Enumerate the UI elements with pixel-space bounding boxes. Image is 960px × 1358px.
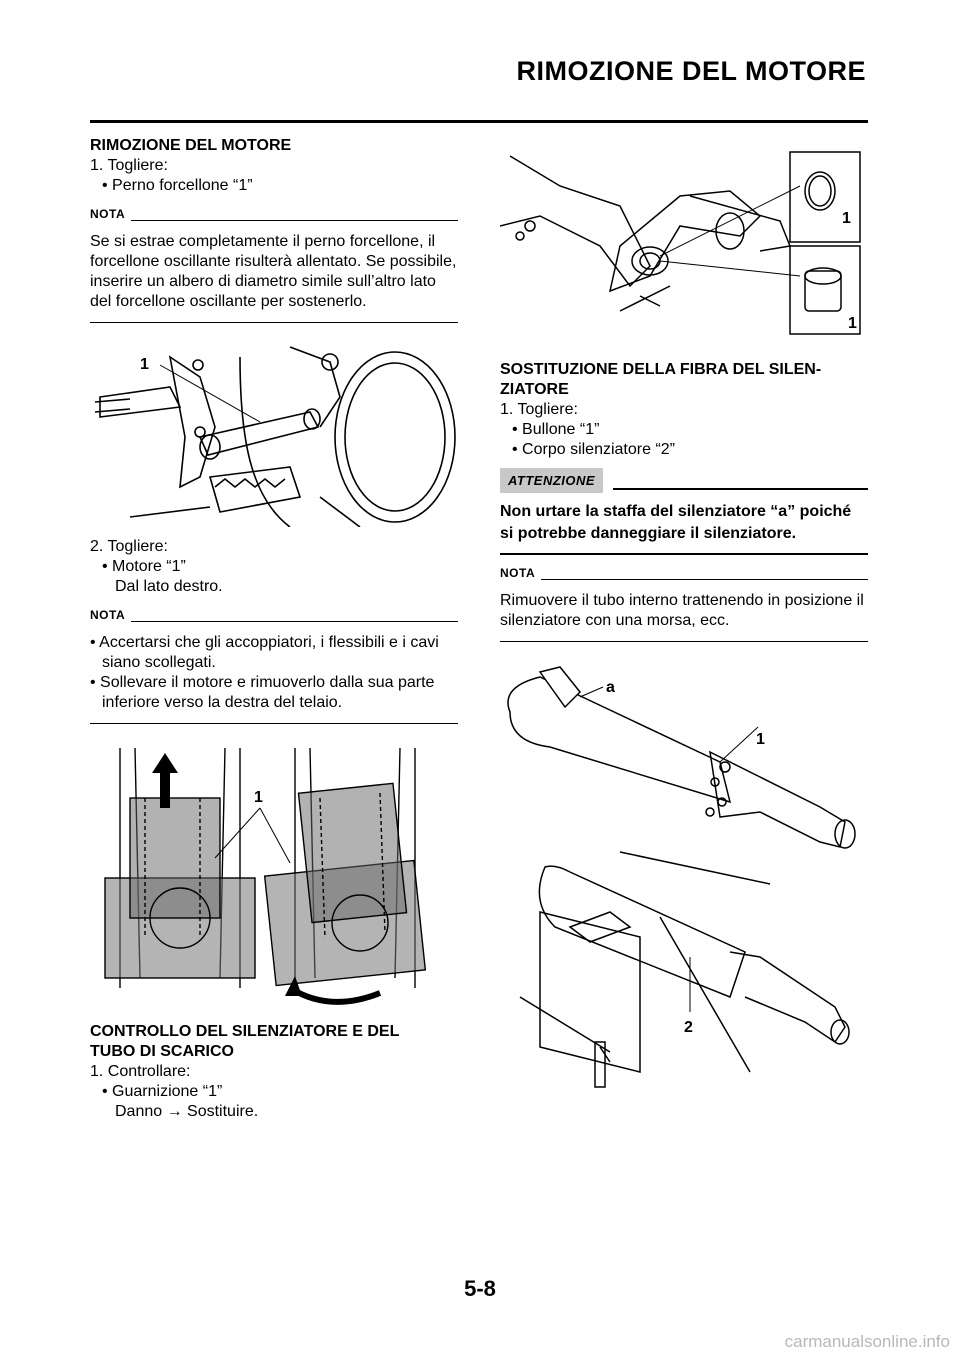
nota-header: [90, 204, 458, 224]
right-column: [500, 136, 868, 1098]
fig3-callout-1b: 1: [848, 315, 857, 332]
exhaust-gasket-figure: [500, 136, 868, 336]
page-number: 5-8: [464, 1276, 496, 1301]
left-column: [90, 136, 458, 1122]
step-2-item: • Motore “1”: [102, 558, 186, 575]
step-2: 2. Togliere:: [90, 538, 168, 555]
section-heading-muffler-fiber-1: SOSTITUZIONE DELLA FIBRA DEL SILEN-: [500, 361, 822, 378]
nota-label: NOTA: [90, 207, 126, 221]
nota2-label: NOTA: [90, 608, 126, 622]
nota3-label: NOTA: [500, 566, 536, 580]
section-heading-muffler-check-2: TUBO DI SCARICO: [90, 1043, 234, 1060]
muffler-figure: [500, 652, 868, 1092]
nota2-bullet-1: • Accertarsi che gli accoppiatori, i flessibili e i cavi siano scollegati.: [90, 634, 439, 671]
fiber-step-1-item-1: • Bullone “1”: [512, 421, 600, 438]
nota3-end-rule: [500, 641, 868, 642]
nota2-header: [90, 605, 458, 625]
fig1-callout-1: 1: [140, 356, 149, 373]
swingarm-pivot-figure: [90, 337, 458, 527]
check-step-1-item: • Guarnizione “1”: [102, 1083, 223, 1100]
check-step-1: 1. Controllare:: [90, 1063, 191, 1080]
fig4-callout-2: 2: [684, 1019, 693, 1036]
section-heading-muffler-fiber-2: ZIATORE: [500, 381, 569, 398]
header-rule: [90, 120, 868, 123]
nota3-text: Rimuovere il tubo interno trattenendo in posizione il silenziatore con una morsa, ecc.: [500, 592, 864, 629]
section-heading-muffler-check-1: CONTROLLO DEL SILENZIATORE E DEL: [90, 1023, 400, 1040]
nota-text: Se si estrae completamente il perno forcellone, il forcellone oscillante risulterà allentato. Se possibile, inserire un albero di diametro simile sull’altro lato del forcellone oscillante per sostenerlo.: [90, 233, 457, 310]
fig4-callout-1: 1: [756, 731, 765, 748]
step-2-detail: Dal lato destro.: [115, 578, 223, 595]
fiber-step-1: 1. Togliere:: [500, 401, 578, 418]
nota-end-rule: [90, 322, 458, 323]
fiber-step-1-item-2: • Corpo silenziatore “2”: [512, 441, 675, 458]
section-heading-engine-removal: RIMOZIONE DEL MOTORE: [90, 137, 292, 154]
nota2-bullet-2: • Sollevare il motore e rimuoverlo dalla sua parte inferiore verso la destra del telaio.: [90, 674, 435, 711]
attention-header: [500, 468, 868, 493]
step-1: 1. Togliere:: [90, 157, 168, 174]
page-header-title: RIMOZIONE DEL MOTORE: [516, 56, 866, 86]
fig4-callout-a: a: [606, 679, 615, 696]
attention-text: Non urtare la staffa del silenziatore “a” poiché si potrebbe danneggiare il silenziatore.: [500, 503, 852, 542]
fig2-callout-1: 1: [254, 789, 263, 806]
step-1-item: • Perno forcellone “1”: [102, 177, 253, 194]
nota3-header: [500, 563, 868, 583]
check-step-1-detail: Danno → Sostituire.: [115, 1103, 259, 1120]
nota2-end-rule: [90, 723, 458, 724]
fig3-callout-1a: 1: [842, 210, 851, 227]
watermark: carmanualsonline.info: [784, 1332, 950, 1351]
attention-end-rule: [500, 553, 868, 555]
engine-removal-figure: [90, 738, 458, 1008]
attention-label: ATTENZIONE: [500, 468, 603, 493]
